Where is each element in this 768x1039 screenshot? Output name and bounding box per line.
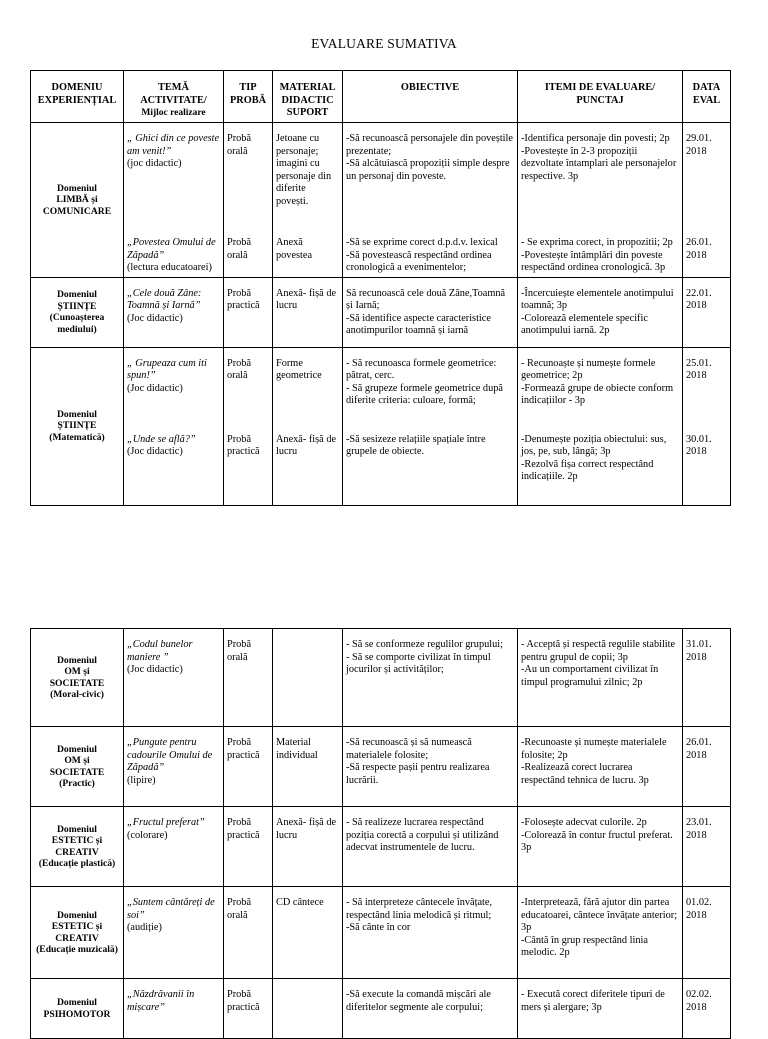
material-cell xyxy=(273,277,343,347)
activity-block xyxy=(346,237,514,275)
test-type-cell xyxy=(224,347,273,505)
activity-block xyxy=(521,358,679,434)
items-cell xyxy=(518,347,683,505)
activity-theme: „ Grupeaza cum iti spun!” xyxy=(127,357,207,381)
objective-line: -Să cânte în cor xyxy=(346,922,411,933)
test-type-cell: Probă orală xyxy=(224,629,273,727)
theme-cell xyxy=(124,727,224,807)
activity-block xyxy=(127,434,220,459)
item-line: - Execută corect diferitele tipuri de mers și alergare; 3p xyxy=(521,989,665,1013)
objective-line: -Să recunoască și să numească materialele folosite; xyxy=(346,737,472,761)
domain-line: CREATIV xyxy=(55,932,99,944)
item-line: -Colorează în contur fructul preferat. 3p xyxy=(521,829,673,853)
domain-line: (Moral-civic) xyxy=(50,689,104,700)
header-tema: TEMĂ ACTIVITATE/ Mijloc realizare xyxy=(124,71,224,123)
domain-line: Domeniul xyxy=(57,823,97,835)
activity-theme: „Povestea Omului de Zăpadă” xyxy=(127,237,216,261)
activity-method: (lectura educatoarei) xyxy=(127,262,212,273)
domain-cell xyxy=(31,123,124,278)
item-line: - Acceptă și respectă regulile stabilite pentru grupul de copii; 3p xyxy=(521,639,676,663)
domain-line: Domeniul xyxy=(57,997,97,1008)
domain-line: Domeniul xyxy=(57,408,97,420)
objectives-cell xyxy=(343,979,518,1039)
domain-line: LIMBĂ și xyxy=(56,194,98,205)
domain-line: SOCIETATE xyxy=(49,766,105,778)
domain-line: (Cunoașterea mediului) xyxy=(49,312,105,335)
activity-theme: „Fructul preferat” xyxy=(127,817,205,828)
objectives-cell xyxy=(343,807,518,887)
activity-block: Probă practică xyxy=(227,287,260,311)
activity-block: 22.01. 2018 xyxy=(686,287,712,311)
date-cell: 26.01. 2018 xyxy=(683,727,731,807)
item-line: -Folosește adecvat culorile. 2p xyxy=(521,817,647,828)
activity-theme: „Codul bunelor maniere ” xyxy=(127,639,193,663)
item-line: -Realizează corect lucrarea respectând tehnica de lucru. 3p xyxy=(521,762,649,786)
domain-line: (Matematică) xyxy=(49,431,105,443)
date-cell xyxy=(683,347,731,505)
date-cell xyxy=(683,277,731,347)
item-line: -Formează grupe de obiecte conform indicațiilor - 3p xyxy=(521,382,674,406)
item-line: -Încercuiește elementele anotimpului toamnă; 3p xyxy=(521,287,674,311)
table-row xyxy=(31,277,731,347)
table-row xyxy=(31,629,731,727)
header-obiective: OBIECTIVE xyxy=(343,71,518,123)
domain-line: Domeniul xyxy=(57,654,97,666)
domain-cell xyxy=(31,887,124,979)
activity-block xyxy=(346,358,514,434)
activity-theme: „Năzdrăvanii în mișcare” xyxy=(127,989,195,1013)
theme-cell xyxy=(124,123,224,278)
theme-cell xyxy=(124,347,224,505)
activity-block: Probă orală xyxy=(227,357,252,381)
domain-cell xyxy=(31,979,124,1039)
material-cell xyxy=(273,347,343,505)
items-cell xyxy=(518,807,683,887)
objective-line: -Să respecte pașii pentru realizarea lucrării. xyxy=(346,762,490,786)
domain-line: COMUNICARE xyxy=(42,205,112,217)
date-cell: 01.02. 2018 xyxy=(683,887,731,979)
objective-line: -Să se exprime corect d.p.d.v. lexical xyxy=(346,237,498,248)
table-row xyxy=(31,347,731,505)
activity-method: (lipire) xyxy=(127,774,156,786)
activity-block xyxy=(521,288,679,338)
domain-line: CREATIV xyxy=(55,846,99,858)
domain-cell xyxy=(31,807,124,887)
material-cell xyxy=(273,123,343,278)
theme-cell xyxy=(124,887,224,979)
objective-line: -Să execute la comandă mișcări ale diferitelor segmente ale corpului; xyxy=(346,989,491,1013)
theme-cell xyxy=(124,807,224,887)
activity-block: 29.01. 2018 xyxy=(686,133,712,157)
activity-block: Anexă povestea xyxy=(276,237,313,261)
material-cell xyxy=(273,979,343,1039)
objective-line: -Să povestească respectând ordinea cronologică a evenimentelor; xyxy=(346,249,492,273)
theme-cell xyxy=(124,979,224,1039)
activity-method: (Joc didactic) xyxy=(127,446,183,457)
table-row xyxy=(31,887,731,979)
objective-line: -Să sesizeze relațiile spațiale între grupele de obiecte. xyxy=(346,433,486,457)
item-line: - Se exprima corect, in propozitii; 2p xyxy=(521,237,673,248)
activity-block xyxy=(346,434,514,459)
test-type-cell: Probă orală xyxy=(224,887,273,979)
objectives-cell xyxy=(343,277,518,347)
domain-line: (Educație muzicală) xyxy=(36,944,118,955)
domain-line: ȘTIINȚE xyxy=(57,300,97,312)
domain-line: (Educație plastică) xyxy=(38,858,116,869)
item-line: -Identifica personaje din povesti; 2p xyxy=(521,133,670,144)
activity-block: Jetoane cu personaje; imagini cu personaje din diferite povești. xyxy=(276,133,332,207)
activity-block xyxy=(521,133,679,237)
activity-theme: „Suntem cântăreți de soi” xyxy=(127,897,215,921)
table-row xyxy=(31,807,731,887)
item-line: - Recunoaște și numește formele geometrice; 2p xyxy=(521,357,656,381)
test-type-cell: Probă practică xyxy=(224,727,273,807)
items-cell xyxy=(518,979,683,1039)
activity-block xyxy=(127,358,220,434)
test-type-cell: Probă practică xyxy=(224,807,273,887)
objectives-cell xyxy=(343,123,518,278)
item-line: -Povestește întâmplări din poveste respectând ordinea cronologică. 3p xyxy=(521,249,666,273)
item-line: -Colorează elementele specific anotimpului iarnă. 2p xyxy=(521,312,648,336)
header-row xyxy=(31,71,731,123)
domain-line: OM și xyxy=(64,755,90,766)
objective-line: - Să grupeze formele geometrice după diferite criteria: culoare, formă; xyxy=(346,382,503,406)
theme-cell xyxy=(124,277,224,347)
activity-method: (joc didactic) xyxy=(127,158,182,169)
domain-line: Domeniul xyxy=(57,743,97,755)
domain-line: (Practic) xyxy=(59,778,95,789)
date-cell xyxy=(683,123,731,278)
material-cell xyxy=(273,629,343,727)
test-type-cell: Probă practică xyxy=(224,979,273,1039)
activity-theme: „Pungute pentru cadourile Omului de Zăpadă” xyxy=(127,737,213,773)
domain-cell xyxy=(31,629,124,727)
activity-block: Probă orală xyxy=(227,237,252,261)
activity-theme: „Unde se află?” xyxy=(127,433,196,445)
activity-block: 30.01. 2018 xyxy=(686,433,712,457)
activity-method: (Joc didactic) xyxy=(127,312,183,324)
item-line: -Denumește poziția obiectului: sus, jos, pe, sub, lângă; 3p xyxy=(521,433,667,457)
item-line: -Au un comportament civilizat în timpul programului zilnic; 2p xyxy=(521,664,659,688)
domain-line: Domeniul xyxy=(57,289,97,300)
item-line: -Interpretează, fără ajutor din partea educatoarei, cântece învățate anterior; 3p xyxy=(521,897,678,933)
activity-block: Probă practică xyxy=(227,433,260,457)
test-type-cell xyxy=(224,277,273,347)
header-domeniu: DOMENIU EXPERIENȚIAL xyxy=(31,71,124,123)
objective-line: - Să se conformeze regulilor grupului; xyxy=(346,639,503,650)
activity-block xyxy=(521,237,679,275)
activity-method: (colorare) xyxy=(127,829,168,841)
objective-line: -Să alcătuiască propoziții simple despre un personaj din poveste. xyxy=(346,158,510,182)
date-cell: 23.01. 2018 xyxy=(683,807,731,887)
date-cell: 02.02. 2018 xyxy=(683,979,731,1039)
activity-block: Anexă- fișă de lucru xyxy=(276,287,337,311)
material-cell: CD cântece xyxy=(273,887,343,979)
domain-cell xyxy=(31,727,124,807)
objectives-cell xyxy=(343,629,518,727)
activity-method: (audiție) xyxy=(127,922,162,933)
activity-method: (Joc didactic) xyxy=(127,382,183,394)
items-cell xyxy=(518,277,683,347)
item-line: -Povestește în 2-3 propoziții dezvoltate întamplari ale personajelor respective. 3p xyxy=(521,145,677,182)
activity-theme: „Cele două Zâne: Toamnă și Iarnă” xyxy=(127,287,202,311)
document-title: EVALUARE SUMATIVA xyxy=(311,36,457,51)
domain-cell xyxy=(31,347,124,505)
domain-line: Domeniul xyxy=(57,909,97,921)
domain-line: SOCIETATE xyxy=(49,677,105,689)
item-line: -Rezolvă fișa correct respectând indicațiile. 2p xyxy=(521,458,654,482)
table-row xyxy=(31,123,731,278)
objectives-cell xyxy=(343,887,518,979)
activity-method: (Joc didactic) xyxy=(127,664,183,675)
header-tip: TIP PROBĂ xyxy=(224,71,273,123)
activity-block: Anexă- fișă de lucru xyxy=(276,433,337,457)
evaluation-table-page-2 xyxy=(30,628,731,1039)
header-itemi: ITEMI DE EVALUARE/ PUNCTAJ xyxy=(518,71,683,123)
activity-block: Forme geometrice xyxy=(276,357,322,381)
objective-line: - Să interpreteze cântecele învățate, respectând linia melodică și ritmul; xyxy=(346,897,493,921)
objectives-cell xyxy=(343,347,518,505)
objective-line: -Să recunoască personajele din poveștile prezentate; xyxy=(346,133,513,157)
activity-theme: „ Ghici din ce poveste am venit!” xyxy=(127,133,220,157)
activity-block xyxy=(127,288,220,326)
activity-block: 26.01. 2018 xyxy=(686,237,712,261)
item-line: -Recunoaste și numește materialele folosite; 2p xyxy=(521,737,667,761)
objective-line: - Să se comporte civilizat în timpul jocurilor și activităților; xyxy=(346,651,491,675)
header-tema-sub: Mijloc realizare xyxy=(141,108,206,118)
evaluation-table-page-1 xyxy=(30,70,731,506)
objective-line: - Să realizeze lucrarea respectând poziția corectă a corpului și utilizând adecvat instrumentele de lucru. xyxy=(346,817,499,853)
table-row xyxy=(31,979,731,1039)
domain-line: ESTETIC și xyxy=(51,921,103,932)
objective-line: - Să recunoasca formele geometrice: pătrat, cerc. xyxy=(346,357,497,381)
items-cell xyxy=(518,887,683,979)
domain-line: OM și xyxy=(64,666,90,677)
items-cell xyxy=(518,123,683,278)
domain-line: Domeniul xyxy=(57,182,97,194)
items-cell xyxy=(518,629,683,727)
domain-line: PSIHOMOTOR xyxy=(43,1008,111,1020)
item-line: -Cântă în grup respectând linia melodic. 2p xyxy=(521,934,648,958)
activity-block xyxy=(346,133,514,237)
objective-line: Să recunoască cele două Zâne,Toamnă și Iarnă; xyxy=(346,287,506,311)
items-cell xyxy=(518,727,683,807)
domain-line: ȘTIINȚE xyxy=(57,420,97,432)
material-cell: Anexă- fișă de lucru xyxy=(273,807,343,887)
activity-block: Probă orală xyxy=(227,133,252,157)
header-data: DATA EVAL xyxy=(683,71,731,123)
activity-block xyxy=(127,237,220,275)
domain-cell xyxy=(31,277,124,347)
activity-block xyxy=(346,288,514,338)
test-type-cell xyxy=(224,123,273,278)
activity-block: 25.01. 2018 xyxy=(686,357,712,381)
material-cell: Material individual xyxy=(273,727,343,807)
activity-block xyxy=(127,133,220,237)
objective-line: -Să identifice aspecte caracteristice anotimpurilor toamnă și iarnă xyxy=(346,312,491,336)
theme-cell xyxy=(124,629,224,727)
table-row xyxy=(31,727,731,807)
domain-line: ESTETIC și xyxy=(51,835,103,846)
date-cell: 31.01. 2018 xyxy=(683,629,731,727)
header-material: MATERIAL DIDACTIC SUPORT xyxy=(273,71,343,123)
activity-block xyxy=(521,434,679,484)
objectives-cell xyxy=(343,727,518,807)
